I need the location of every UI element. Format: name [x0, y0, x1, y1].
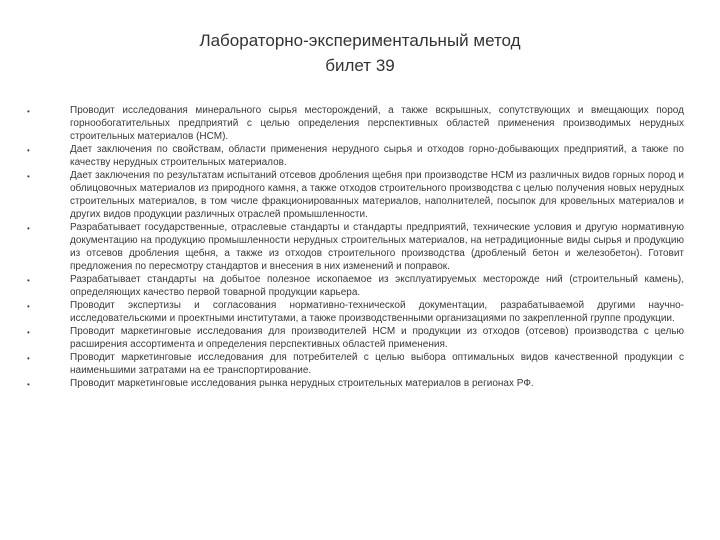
- bullet-icon: •: [27, 172, 30, 181]
- bullet-icon: •: [27, 224, 30, 233]
- slide-title: [0, 28, 720, 78]
- list-item: [22, 104, 684, 143]
- list-item: [22, 143, 684, 169]
- bullet-icon: •: [27, 380, 30, 389]
- list-item: [22, 299, 684, 325]
- bullet-icon: •: [27, 328, 30, 337]
- list-item-text: Дает заключения по результатам испытаний отсевов дробления щебня при производстве НСМ из различных видов горных пород и облицовочных материалов из природного камня, а также отходов строительного производства с целью получения новых нерудных строительных материалов, в том числе фракционированных материалов, наполнителей, посыпок для кровельных материалов и других видов продукции различных отраслей промышленности.: [70, 170, 684, 220]
- list-item-text: Проводит исследования минерального сырья месторождений, а также вскрышных, сопутствующих и вмещающих пород горнообогатительных предприятий с целью определения перспективных областей применения производимых нерудных строительных материалов (НСМ).: [70, 105, 684, 142]
- bullet-list-container: [22, 104, 684, 390]
- bullet-list: [22, 104, 684, 390]
- title-line-2: билет 39: [325, 56, 395, 75]
- list-item: [22, 351, 684, 377]
- bullet-icon: •: [27, 354, 30, 363]
- bullet-icon: •: [27, 276, 30, 285]
- list-item: [22, 169, 684, 221]
- list-item-text: Проводит маркетинговые исследования рынка нерудных строительных материалов в регионах РФ.: [70, 378, 534, 389]
- list-item-text: Дает заключения по свойствам, области применения нерудного сырья и отходов горно-добывающих предприятий, а также по качеству нерудных строительных материалов.: [70, 144, 684, 168]
- title-line-1: Лабораторно-экспериментальный метод: [199, 31, 521, 50]
- list-item-text: Проводит маркетинговые исследования для потребителей с целью выбора оптимальных видов качественной продукции с наименьшими затратами на ее транспортирование.: [70, 352, 684, 376]
- bullet-icon: •: [27, 302, 30, 311]
- list-item: [22, 377, 684, 390]
- list-item-text: Разрабатывает государственные, отраслевые стандарты и стандарты предприятий, технические условия и другую нормативную документацию на продукцию промышленности нерудных строительных материалов, на нетрадиционные виды сырья и продукцию из отсевов дробления щебня, а также из отходов строительного производства (дробленый бетон и железобетон). Готовит предложения по пересмотру стандартов и внесения в них изменений и поправок.: [70, 222, 684, 272]
- list-item-text: Проводит маркетинговые исследования для производителей НСМ и продукции из отходов (отсевов) производства с целью расширения ассортимента и определения перспективных областей применения.: [70, 326, 684, 350]
- list-item-text: Разрабатывает стандарты на добытое полезное ископаемое из эксплуатируемых месторожде ний (строительный камень), определяющих качество первой товарной продукции карьера.: [70, 274, 684, 298]
- list-item: [22, 273, 684, 299]
- bullet-icon: •: [27, 107, 30, 116]
- list-item: [22, 325, 684, 351]
- list-item-text: Проводит экспертизы и согласования нормативно-технической документации, разрабатываемой другими научно-исследовательскими и проектными институтами, а также производственными организациями по закрепленной группе продукции.: [70, 300, 684, 324]
- bullet-icon: •: [27, 146, 30, 155]
- list-item: [22, 221, 684, 273]
